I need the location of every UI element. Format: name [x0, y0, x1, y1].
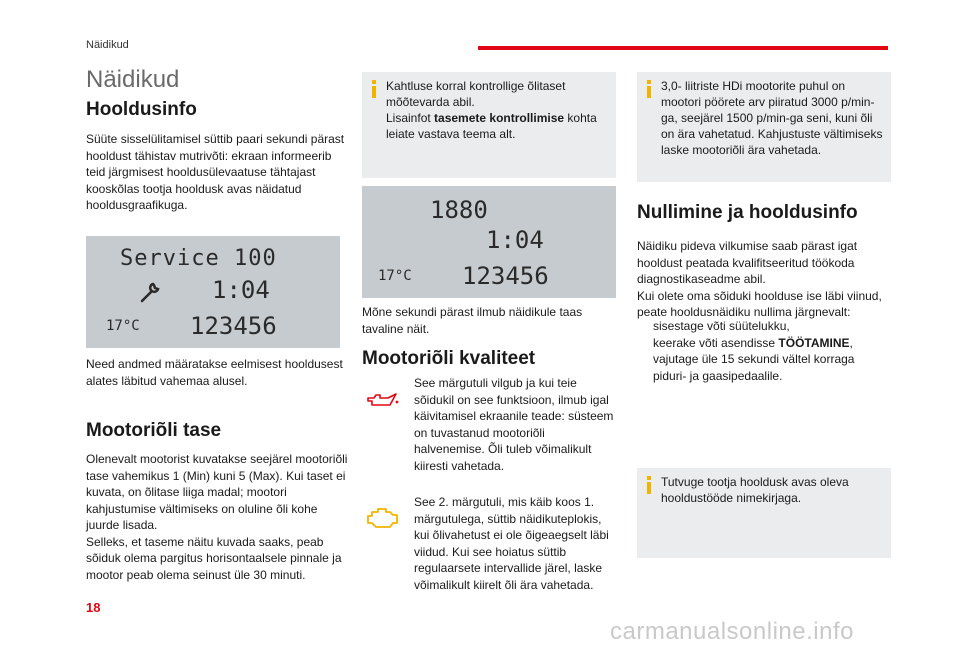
- reset-step-3: vajutage üle 15 sekundi vältel korraga piduri- ja gaasipedaalile.: [653, 352, 855, 383]
- bullet-icon: [637, 335, 653, 352]
- oil-quality-item1: See märgutuli vilgub ja kui teie sõidukil on see funktsioon, ilmub igal käivitamisel ekraanile teade: süsteem on tuvastanud mootoriõli halvenemise. Õli tuleb võimalikult kiiresti vahetada.: [414, 376, 614, 473]
- oil-quality-item2: See 2. märgutuli, mis käib koos 1. märgutulega, süttib näidikuteplokis, kui õlivahetust ei ole õigeaegselt läbi viidud. Kui see hoiatus süttib regulaarsete intervallide järel, laske võimalikult kiirelt õli ära vahetada.: [414, 495, 609, 592]
- heading-oil-level: Mootoriõli tase: [86, 420, 222, 441]
- info-hdi-text: 3,0- liitriste HDi mootorite puhul on mootori pöörete arv piiratud 3000 p/min-ga, seejärel 1500 p/min-ga seni, kuni õli on ära vahetatud. Kahjustuste vältimiseks laske mootoriõli ära vahetada.: [661, 79, 883, 157]
- oil-can-warning-icon: [366, 392, 400, 410]
- info-dipstick-line2-post: kohta leiate vastava teema alt.: [386, 111, 597, 141]
- info-icon: [647, 476, 651, 494]
- info-box-service-list: [637, 468, 891, 558]
- hooldusinfo-after-text: Need andmed määratakse eelmisest hooldusest alates läbitud vahemaa alusel.: [86, 357, 343, 388]
- normal-display-image: [362, 186, 616, 298]
- hooldusinfo-body: Süüte sisselülitamisel süttib paari sekundi pärast hooldust tähistav mutrivõti: ekraan informeerib teid järgmisest hooldusülevaatuse tähtajast kooskõlas tootja hooldusk avas näidatud hooldusgraafikuga.: [86, 132, 345, 212]
- reset-step-2-bold: TÖÖTAMINE: [778, 335, 850, 350]
- lcd-time: 1:04: [212, 276, 270, 304]
- info-box-dipstick: [362, 72, 616, 178]
- lcd-odometer: 123456: [190, 312, 277, 340]
- reset-steps-list: [637, 318, 891, 384]
- lcd-service-text: Service 100: [120, 246, 277, 271]
- header-section-label: Näidikud: [86, 39, 129, 51]
- page-number: 18: [86, 600, 101, 615]
- info-dipstick-line1: Kahtluse korral kontrollige õlitaset mõõtevarda abil.: [386, 79, 566, 109]
- heading-oil-quality: Mootoriõli kvaliteet: [362, 348, 536, 369]
- page-title: Näidikud: [86, 66, 180, 93]
- wrench-icon: [138, 280, 162, 304]
- watermark: carmanualsonline.info: [610, 618, 854, 645]
- info-icon: [372, 80, 376, 98]
- reset-body: Näidiku pideva vilkumise saab pärast igat hooldust peatada kvalifitseeritud töökoda diagnostikaseadme abil. Kui olete oma sõiduki hoolduse ise läbi viinud, peate hooldusnäidiku nullima järgnevalt:: [637, 239, 882, 319]
- lcd2-caption: Mõne sekundi pärast ilmub näidikule taas tavaline näit.: [362, 305, 583, 336]
- lcd2-odometer: 123456: [462, 262, 549, 290]
- info-box-hdi: [637, 72, 891, 182]
- lcd-temperature: 17°C: [106, 318, 140, 334]
- engine-warning-icon: [366, 506, 400, 530]
- reset-step-1: sisestage võti süütelukku,: [653, 319, 790, 333]
- lcd2-temperature: 17°C: [378, 268, 412, 284]
- lcd2-time: 1:04: [486, 226, 544, 254]
- info-dipstick-line2-bold: tasemete kontrollimise: [434, 111, 565, 125]
- reset-step-2-tail: ,: [849, 335, 853, 350]
- reset-step-2: keerake võti asendisse: [653, 335, 779, 350]
- list-item: [637, 335, 891, 352]
- heading-hooldusinfo: Hooldusinfo: [86, 99, 197, 120]
- service-display-image: [86, 236, 340, 348]
- header-accent-bar: [478, 46, 888, 50]
- lcd2-top-number: 1880: [430, 196, 488, 224]
- bullet-icon: [637, 351, 653, 384]
- oil-level-body: Olenevalt mootorist kuvatakse seejärel mootoriõli tase vahemikus 1 (Min) kuni 5 (Max). Kui taset ei kuvata, on õlitase liiga madal; mootori kahjustumise vältimiseks on oluline õli kohe juurde lisada. Selleks, et taseme näitu kuvada saaks, peab sõiduk olema pargitus horisontaalsele pinnale ja mootor peab olema seinust üle 30 minuti.: [86, 452, 348, 582]
- info-dipstick-line2-pre: Lisainfot: [386, 111, 435, 125]
- info-service-list-text: Tutvuge tootja hooldusk avas oleva hooldustööde nimekirjaga.: [661, 475, 849, 505]
- heading-reset: Nullimine ja hooldusinfo: [637, 202, 858, 223]
- list-item: [637, 351, 891, 384]
- info-icon: [647, 80, 651, 98]
- bullet-icon: [637, 318, 653, 335]
- list-item: [637, 318, 891, 335]
